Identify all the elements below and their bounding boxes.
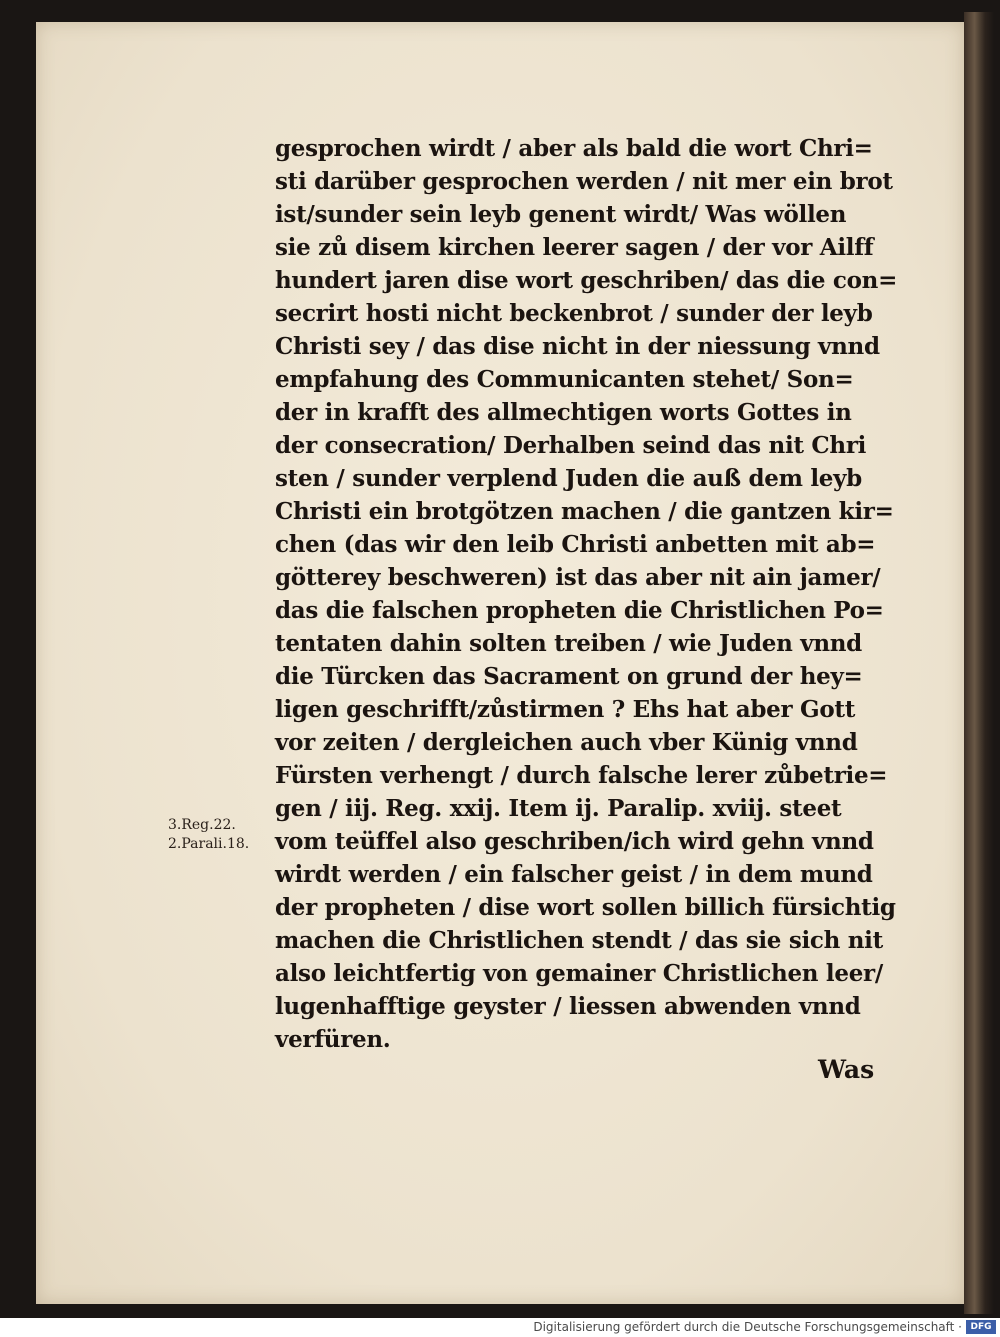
- text-line: gen / iij. Reg. xxij. Item ij. Paralip. xviij. steet: [275, 795, 842, 822]
- text-line: vor zeiten / dergleichen auch vber Künig vnnd: [275, 729, 858, 756]
- text-line: vom teüffel also geschriben/ich wird gehn vnnd: [275, 828, 874, 855]
- marginal-note-reg: 3.Reg.22.: [168, 817, 236, 833]
- text-line: Fürsten verhengt / durch falsche lerer zůbetrie=: [275, 762, 888, 789]
- text-line: hundert jaren dise wort geschriben/ das die con=: [275, 267, 898, 294]
- text-line: chen (das wir den leib Christi anbetten mit ab=: [275, 531, 876, 558]
- text-line: wirdt werden / ein falscher geist / in dem mund: [275, 861, 873, 888]
- text-line: sie zů disem kirchen leerer sagen / der vor Ailff: [275, 234, 874, 261]
- text-line: sten / sunder verplend Juden die auß dem leyb: [275, 465, 862, 492]
- catchword: Was: [818, 1055, 875, 1084]
- text-line: ist/sunder sein leyb genent wirdt/ Was wöllen: [275, 201, 847, 228]
- text-line: Christi sey / das dise nicht in der niessung vnnd: [275, 333, 880, 360]
- text-line: Christi ein brotgötzen machen / die gantzen kir=: [275, 498, 894, 525]
- text-line: der in krafft des allmechtigen worts Gottes in: [275, 399, 852, 426]
- text-line: der propheten / dise wort sollen billich fürsichtig: [275, 894, 896, 921]
- text-line: also leichtfertig von gemainer Christlichen leer/: [275, 960, 883, 987]
- text-line: götterey beschweren) ist das aber nit ain jamer/: [275, 564, 881, 591]
- book-page-edge: [964, 12, 994, 1314]
- text-line: der consecration/ Derhalben seind das nit Chri: [275, 432, 867, 459]
- text-line: ligen geschrifft/zůstirmen ? Ehs hat aber Gott: [275, 696, 856, 723]
- funding-credit: Digitalisierung gefördert durch die Deutsche Forschungsgemeinschaft ·: [533, 1320, 962, 1334]
- text-line: verfüren.: [275, 1026, 391, 1053]
- page-body-text: [275, 132, 900, 1056]
- text-line: sti darüber gesprochen werden / nit mer ein brot: [275, 168, 893, 195]
- text-line: gesprochen wirdt / aber als bald die wort Chri=: [275, 135, 873, 162]
- text-line: secrirt hosti nicht beckenbrot / sunder der leyb: [275, 300, 873, 327]
- text-line: die Türcken das Sacrament on grund der hey=: [275, 663, 863, 690]
- footer-bar: [0, 1318, 1000, 1337]
- marginal-note-parali: 2.Parali.18.: [168, 836, 250, 852]
- text-line: tentaten dahin solten treiben / wie Juden vnnd: [275, 630, 862, 657]
- text-line: das die falschen propheten die Christlichen Po=: [275, 597, 884, 624]
- text-line: machen die Christlichen stendt / das sie sich nit: [275, 927, 883, 954]
- text-line: empfahung des Communicanten stehet/ Son=: [275, 366, 854, 393]
- text-line: lugenhafftige geyster / liessen abwenden vnnd: [275, 993, 861, 1020]
- dfg-logo-icon: DFG: [966, 1320, 996, 1334]
